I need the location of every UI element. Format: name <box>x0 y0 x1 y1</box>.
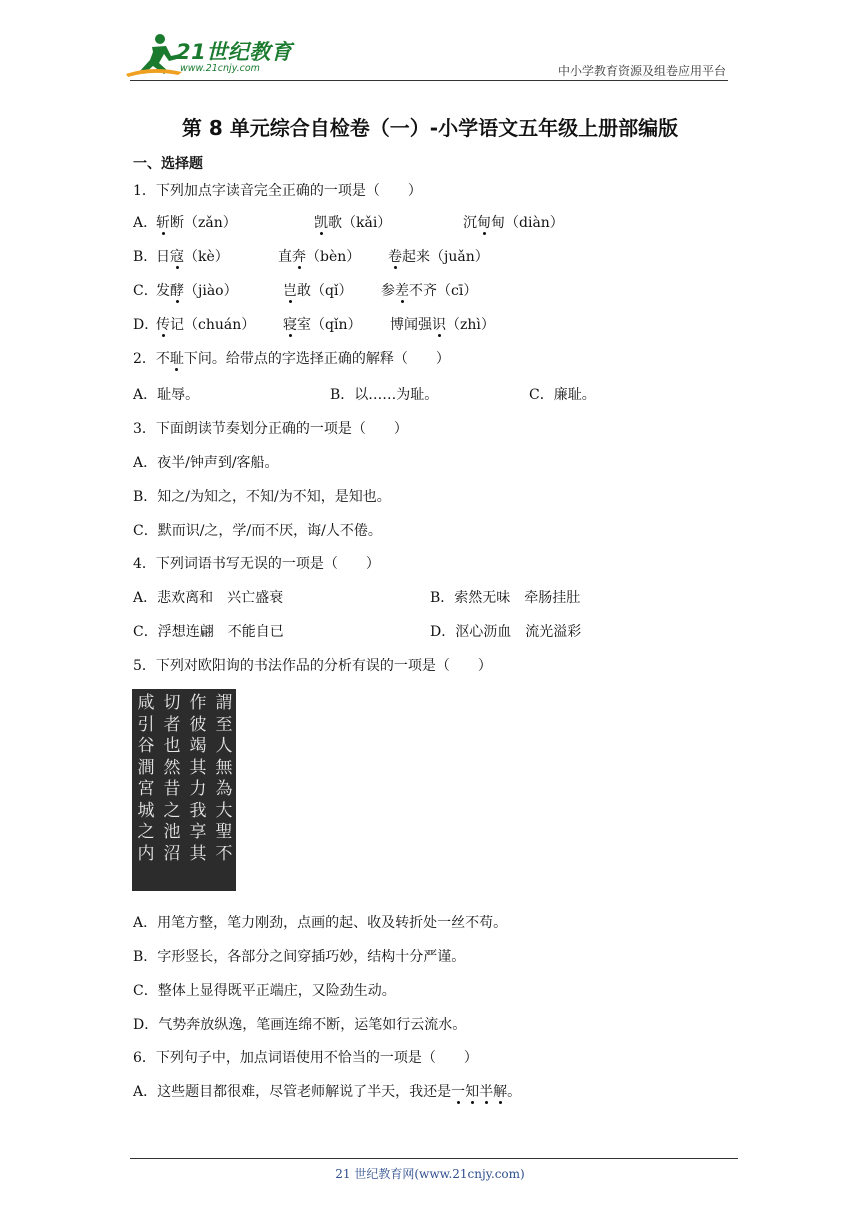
q5-option-c: C．整体上显得既平正端庄，又险劲生动。 <box>133 983 396 999</box>
footer-divider <box>130 1158 738 1159</box>
q1-option-a-label: A． <box>133 215 158 231</box>
q1-option-d-word3: 博闻强识（zhì） <box>390 317 495 333</box>
q4-option-c: C．浮想连翩 不能自已 <box>133 624 284 640</box>
q1-option-c-label: C． <box>133 283 158 299</box>
section-heading: 一、选择题 <box>133 156 203 172</box>
logo-url: www.21cnjy.com <box>180 63 260 74</box>
q5-option-d: D．气势奔放纵逸，笔画连绵不断，运笔如行云流水。 <box>133 1017 467 1033</box>
calligraphy-column: 切者也然昔之池沼 <box>163 693 181 864</box>
q1-option-b-word3: 卷起来（juǎn） <box>388 249 489 265</box>
logo-text: 21世纪教育 <box>176 40 293 64</box>
calligraphy-image <box>132 689 236 891</box>
q4-option-a: A．悲欢离和 兴亡盛衰 <box>133 590 284 606</box>
question-2-stem: 2．不耻下问。给带点的字选择正确的解释（ ） <box>133 351 450 367</box>
q1-option-c-word3: 参差不齐（cī） <box>381 283 478 299</box>
platform-slogan: 中小学教育资源及组卷应用平台 <box>557 64 726 78</box>
footer-text: 21 世纪教育网(www.21cnjy.com) <box>335 1167 525 1181</box>
q4-option-d: D．沤心沥血 流光溢彩 <box>430 624 582 640</box>
q2-option-b: B．以……为耻。 <box>330 387 439 403</box>
q1-option-c-word1: 发酵（jiào） <box>156 283 238 299</box>
q5-option-a: A．用笔方整，笔力刚劲，点画的起、收及转折处一丝不苟。 <box>133 915 508 931</box>
q1-option-d-label: D． <box>133 317 159 333</box>
q3-option-c: C．默而识/之，学/而不厌，诲/人不倦。 <box>133 523 382 539</box>
q3-option-a: A．夜半/钟声到/客船。 <box>133 455 279 471</box>
q3-option-b: B．知之/为知之，不知/为不知，是知也。 <box>133 489 391 505</box>
question-1-stem: 1．下列加点字读音完全正确的一项是（ ） <box>133 183 422 199</box>
q1-option-b-word2: 直奔（bèn） <box>278 249 361 265</box>
question-6-stem: 6．下列句子中，加点词语使用不恰当的一项是（ ） <box>133 1050 478 1066</box>
q4-option-b: B．索然无味 牵肠挂肚 <box>430 590 581 606</box>
q1-option-b-word1: 日寇（kè） <box>156 249 229 265</box>
q6-option-a: A．这些题目都很难，尽管老师解说了半天，我还是一知半解。 <box>133 1084 522 1100</box>
calligraphy-column: 謂至人無為大聖不 <box>215 693 233 864</box>
q1-option-b-label: B． <box>133 249 158 265</box>
q2-option-c: C．廉耻。 <box>529 387 596 403</box>
header-divider <box>130 80 728 81</box>
q1-option-a-word3: 沉甸甸（diàn） <box>463 215 564 231</box>
question-3-stem: 3．下面朗读节奏划分正确的一项是（ ） <box>133 421 408 437</box>
question-4-stem: 4．下列词语书写无误的一项是（ ） <box>133 556 380 572</box>
q1-option-a-word1: 斩断（zǎn） <box>156 215 237 231</box>
q1-option-d-word1: 传记（chuán） <box>156 317 256 333</box>
q5-option-b: B．字形竖长，各部分之间穿插巧妙，结构十分严谨。 <box>133 949 466 965</box>
question-5-stem: 5．下列对欧阳询的书法作品的分析有误的一项是（ ） <box>133 658 492 674</box>
q1-option-d-word2: 寝室（qǐn） <box>283 317 362 333</box>
q2-option-a: A．耻辱。 <box>133 387 200 403</box>
q1-option-c-word2: 岂敢（qǐ） <box>283 283 353 299</box>
q1-option-a-word2: 凯歌（kǎi） <box>314 215 392 231</box>
calligraphy-column: 作彼竭其力我享其 <box>189 693 207 864</box>
page-title: 第 8 单元综合自检卷（一）-小学语文五年级上册部编版 <box>181 116 679 140</box>
calligraphy-column: 咸引谷澗宮城之内 <box>137 693 155 864</box>
